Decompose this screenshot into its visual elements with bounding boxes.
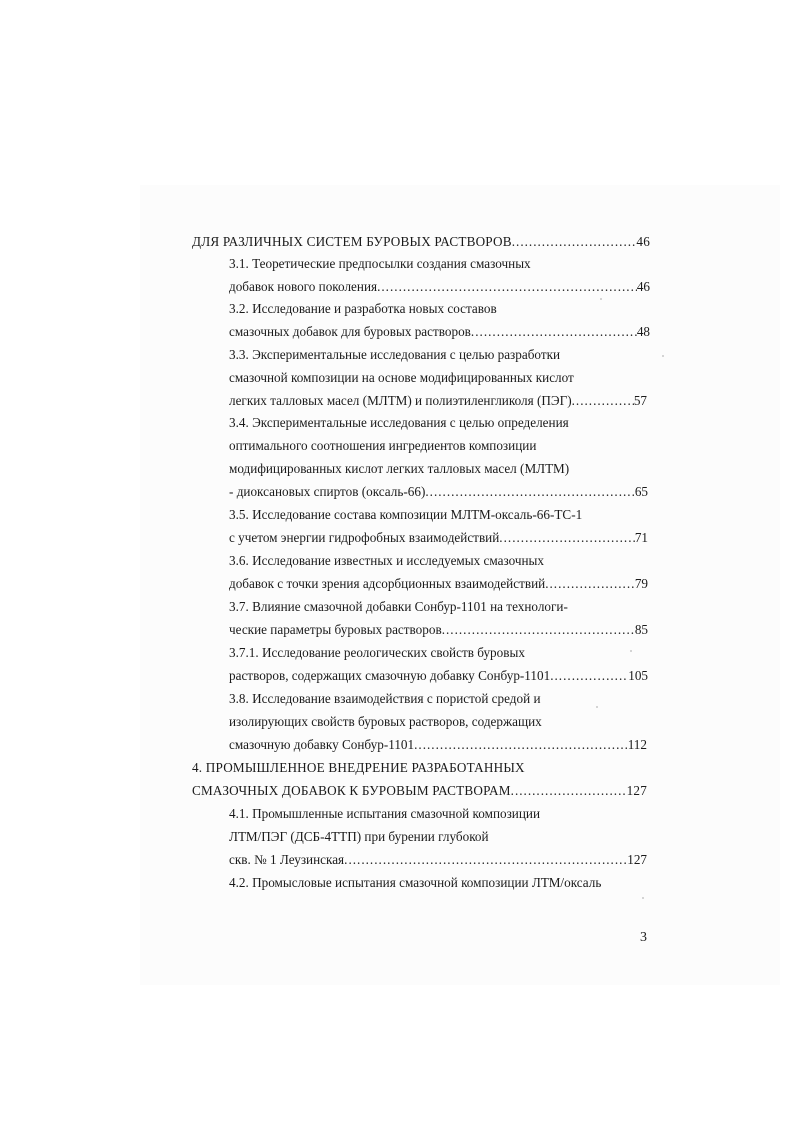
- toc-leader: [511, 783, 627, 799]
- toc-entry: [229, 852, 647, 868]
- toc-page-number: 46: [636, 279, 650, 294]
- toc-entry: [192, 783, 647, 799]
- toc-page-number: 85: [634, 622, 648, 637]
- toc-entry-text: 3.7.1. Исследование реологических свойств буровых: [229, 645, 525, 660]
- toc-entry-text: 3.5. Исследование состава композиции МЛТМ-оксаль-66-ТС-1: [229, 507, 583, 522]
- toc-entry-text: ДЛЯ РАЗЛИЧНЫХ СИСТЕМ БУРОВЫХ РАСТВОРОВ: [192, 234, 512, 249]
- page-number: 3: [640, 930, 647, 945]
- toc-entry-text: ческие параметры буровых растворов: [229, 622, 442, 637]
- toc-page-number: 127: [626, 783, 647, 798]
- toc-entry: [229, 530, 648, 546]
- toc-entry-text: 4.1. Промышленные испытания смазочной композиции: [229, 806, 541, 821]
- toc-entry: [229, 645, 525, 661]
- toc-entry-text: добавок с точки зрения адсорбционных взаимодействий: [229, 576, 546, 591]
- toc-entry-text: смазочную добавку Сонбур-1101: [229, 737, 415, 752]
- toc-entry: [229, 691, 541, 707]
- toc-entry: [229, 324, 650, 340]
- toc-entry-text: 3.4. Экспериментальные исследования с целью определения: [229, 415, 569, 430]
- toc-entry: [229, 829, 489, 845]
- toc-page-number: 127: [627, 852, 647, 867]
- toc-entry-text: 3.8. Исследование взаимодействия с пористой средой и: [229, 691, 541, 706]
- toc-page-number: 71: [634, 530, 648, 545]
- toc-entry-text: 4. ПРОМЫШЛЕННОЕ ВНЕДРЕНИЕ РАЗРАБОТАННЫХ: [192, 760, 525, 775]
- toc-leader: [545, 576, 635, 592]
- toc-entry-text: смазочной композиции на основе модифицированных кислот: [229, 370, 574, 385]
- toc-entry: [229, 484, 648, 500]
- toc-leader: [377, 279, 637, 295]
- toc-entry: [229, 714, 542, 730]
- toc-entry-text: 3.1. Теоретические предпосылки создания смазочных: [229, 256, 531, 271]
- toc-leader: [344, 852, 627, 868]
- toc-entry: [229, 438, 536, 454]
- toc-entry: [229, 622, 648, 638]
- toc-entry: [229, 301, 497, 317]
- toc-entry: [229, 507, 582, 523]
- toc-leader: [499, 530, 635, 546]
- toc-entry-text: модифицированных кислот легких талловых масел (МЛТМ): [229, 461, 570, 476]
- toc-entry: [229, 393, 647, 409]
- toc-leader: [471, 324, 637, 340]
- toc-leader: [512, 234, 637, 250]
- scan-speck: [662, 355, 664, 357]
- toc-entry-text: СМАЗОЧНЫХ ДОБАВОК К БУРОВЫМ РАСТВОРАМ: [192, 783, 511, 798]
- toc-entry-text: оптимального соотношения ингредиентов композиции: [229, 438, 537, 453]
- toc-entry-text: 3.3. Экспериментальные исследования с целью разработки: [229, 347, 561, 362]
- toc-page-number: 79: [634, 576, 648, 591]
- scan-speck: [600, 298, 602, 300]
- toc-leader: [442, 622, 635, 638]
- toc-leader: [414, 737, 628, 753]
- scan-speck: [630, 650, 632, 652]
- toc-entry: [229, 668, 648, 684]
- toc-page-number: 105: [628, 668, 648, 683]
- toc-entry-text: растворов, содержащих смазочную добавку Сонбур-1101: [229, 668, 551, 683]
- toc-entry-text: изолирующих свойств буровых растворов, содержащих: [229, 714, 542, 729]
- toc-leader: [572, 393, 634, 409]
- toc-entry-text: ЛТМ/ПЭГ (ДСБ-4ТТП) при бурении глубокой: [229, 829, 489, 844]
- toc-entry-text: смазочных добавок для буровых растворов: [229, 324, 471, 339]
- toc-entry-text: с учетом энергии гидрофобных взаимодействий: [229, 530, 500, 545]
- toc-page-number: 48: [636, 324, 650, 339]
- toc-entry-text: 3.7. Влияние смазочной добавки Сонбур-1101 на технологи-: [229, 599, 568, 614]
- toc-entry: [229, 875, 601, 891]
- toc-entry: [229, 599, 568, 615]
- toc-entry-text: 4.2. Промысловые испытания смазочной композиции ЛТМ/оксаль: [229, 875, 602, 890]
- toc-entry: [229, 806, 540, 822]
- toc-entry-text: 3.6. Исследование известных и исследуемых смазочных: [229, 553, 545, 568]
- toc-page-number: 112: [627, 737, 647, 752]
- toc-leader: [550, 668, 628, 684]
- toc-entry-text: добавок нового поколения: [229, 279, 378, 294]
- toc-leader: [425, 484, 634, 500]
- toc-entry: [229, 553, 544, 569]
- toc-entry-text: 3.2. Исследование и разработка новых составов: [229, 301, 497, 316]
- toc-entry-text: - диоксановых спиртов (оксаль-66): [229, 484, 426, 499]
- toc-entry: [229, 256, 531, 272]
- toc-page-number: 46: [636, 234, 650, 249]
- toc-entry: [229, 370, 574, 386]
- scan-speck: [596, 706, 598, 708]
- toc-entry-text: скв. № 1 Леузинская: [229, 852, 345, 867]
- toc-entry: [229, 461, 569, 477]
- toc-entry: [192, 234, 650, 250]
- scan-speck: [642, 897, 644, 899]
- toc-entry: [229, 415, 569, 431]
- toc-page-number: 65: [634, 484, 648, 499]
- toc-entry: [229, 737, 647, 753]
- toc-entry: [229, 576, 648, 592]
- toc-entry-text: легких талловых масел (МЛТМ) и полиэтиленгликоля (ПЭГ): [229, 393, 572, 408]
- toc-entry: [229, 347, 560, 363]
- toc-entry: [229, 279, 650, 295]
- toc-entry: [192, 760, 525, 776]
- toc-page-number: 57: [633, 393, 647, 408]
